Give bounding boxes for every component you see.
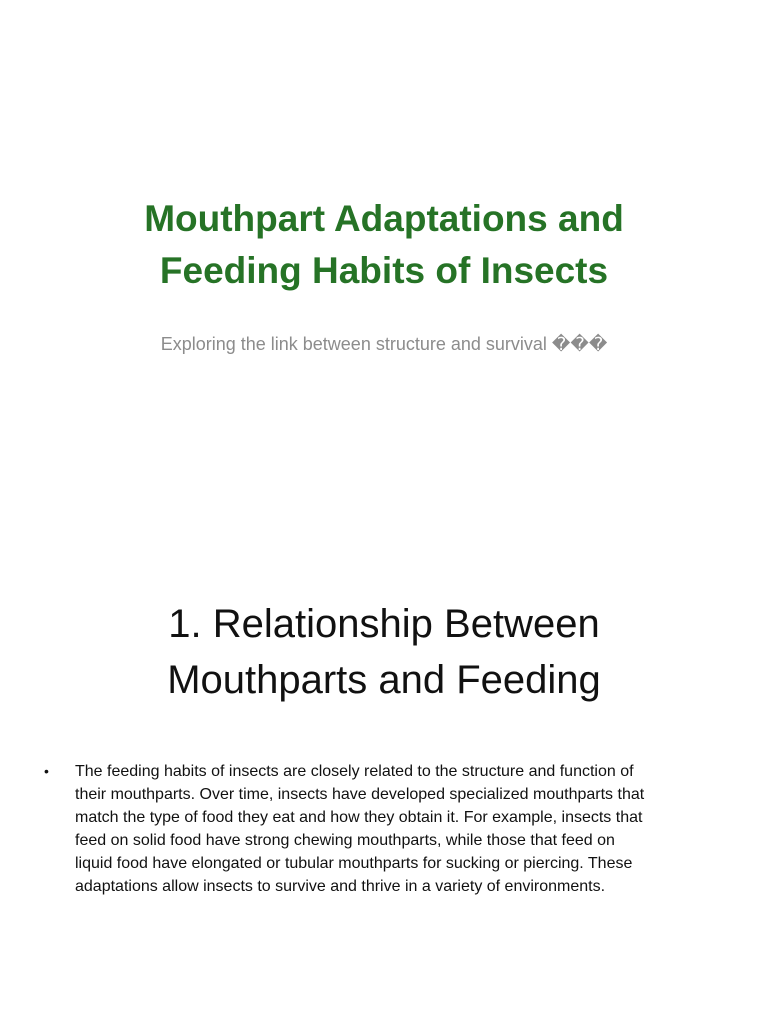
bullet-text-line: their mouthparts. Over time, insects have developed specialized mouthparts that: [75, 786, 645, 803]
bullet-text-line: feed on solid food have strong chewing mouthparts, while those that feed on: [75, 832, 615, 849]
bullet-marker: •: [44, 763, 49, 779]
bullet-text-line: match the type of food they eat and how they obtain it. For example, insects that: [75, 809, 643, 826]
section-heading-line: 1. Relationship Between: [168, 602, 600, 646]
section-heading: [60, 596, 708, 708]
slide-title-line: Feeding Habits of Insects: [159, 250, 609, 291]
slide-title-line: Mouthpart Adaptations and: [144, 198, 624, 239]
slide-subtitle: Exploring the link between structure and survival ���: [160, 334, 608, 354]
bullet-item: [44, 760, 716, 898]
bullet-text-line: liquid food have elongated or tubular mouthparts for sucking or piercing. These: [75, 855, 633, 872]
section-heading-line: Mouthparts and Feeding: [167, 658, 601, 702]
bullet-text-line: adaptations allow insects to survive and thrive in a variety of environments.: [75, 878, 606, 895]
bullet-list: [44, 760, 716, 898]
bullet-text: [75, 760, 716, 898]
bullet-text-line: The feeding habits of insects are closely related to the structure and function of: [75, 763, 634, 780]
slide-title: [60, 193, 708, 297]
